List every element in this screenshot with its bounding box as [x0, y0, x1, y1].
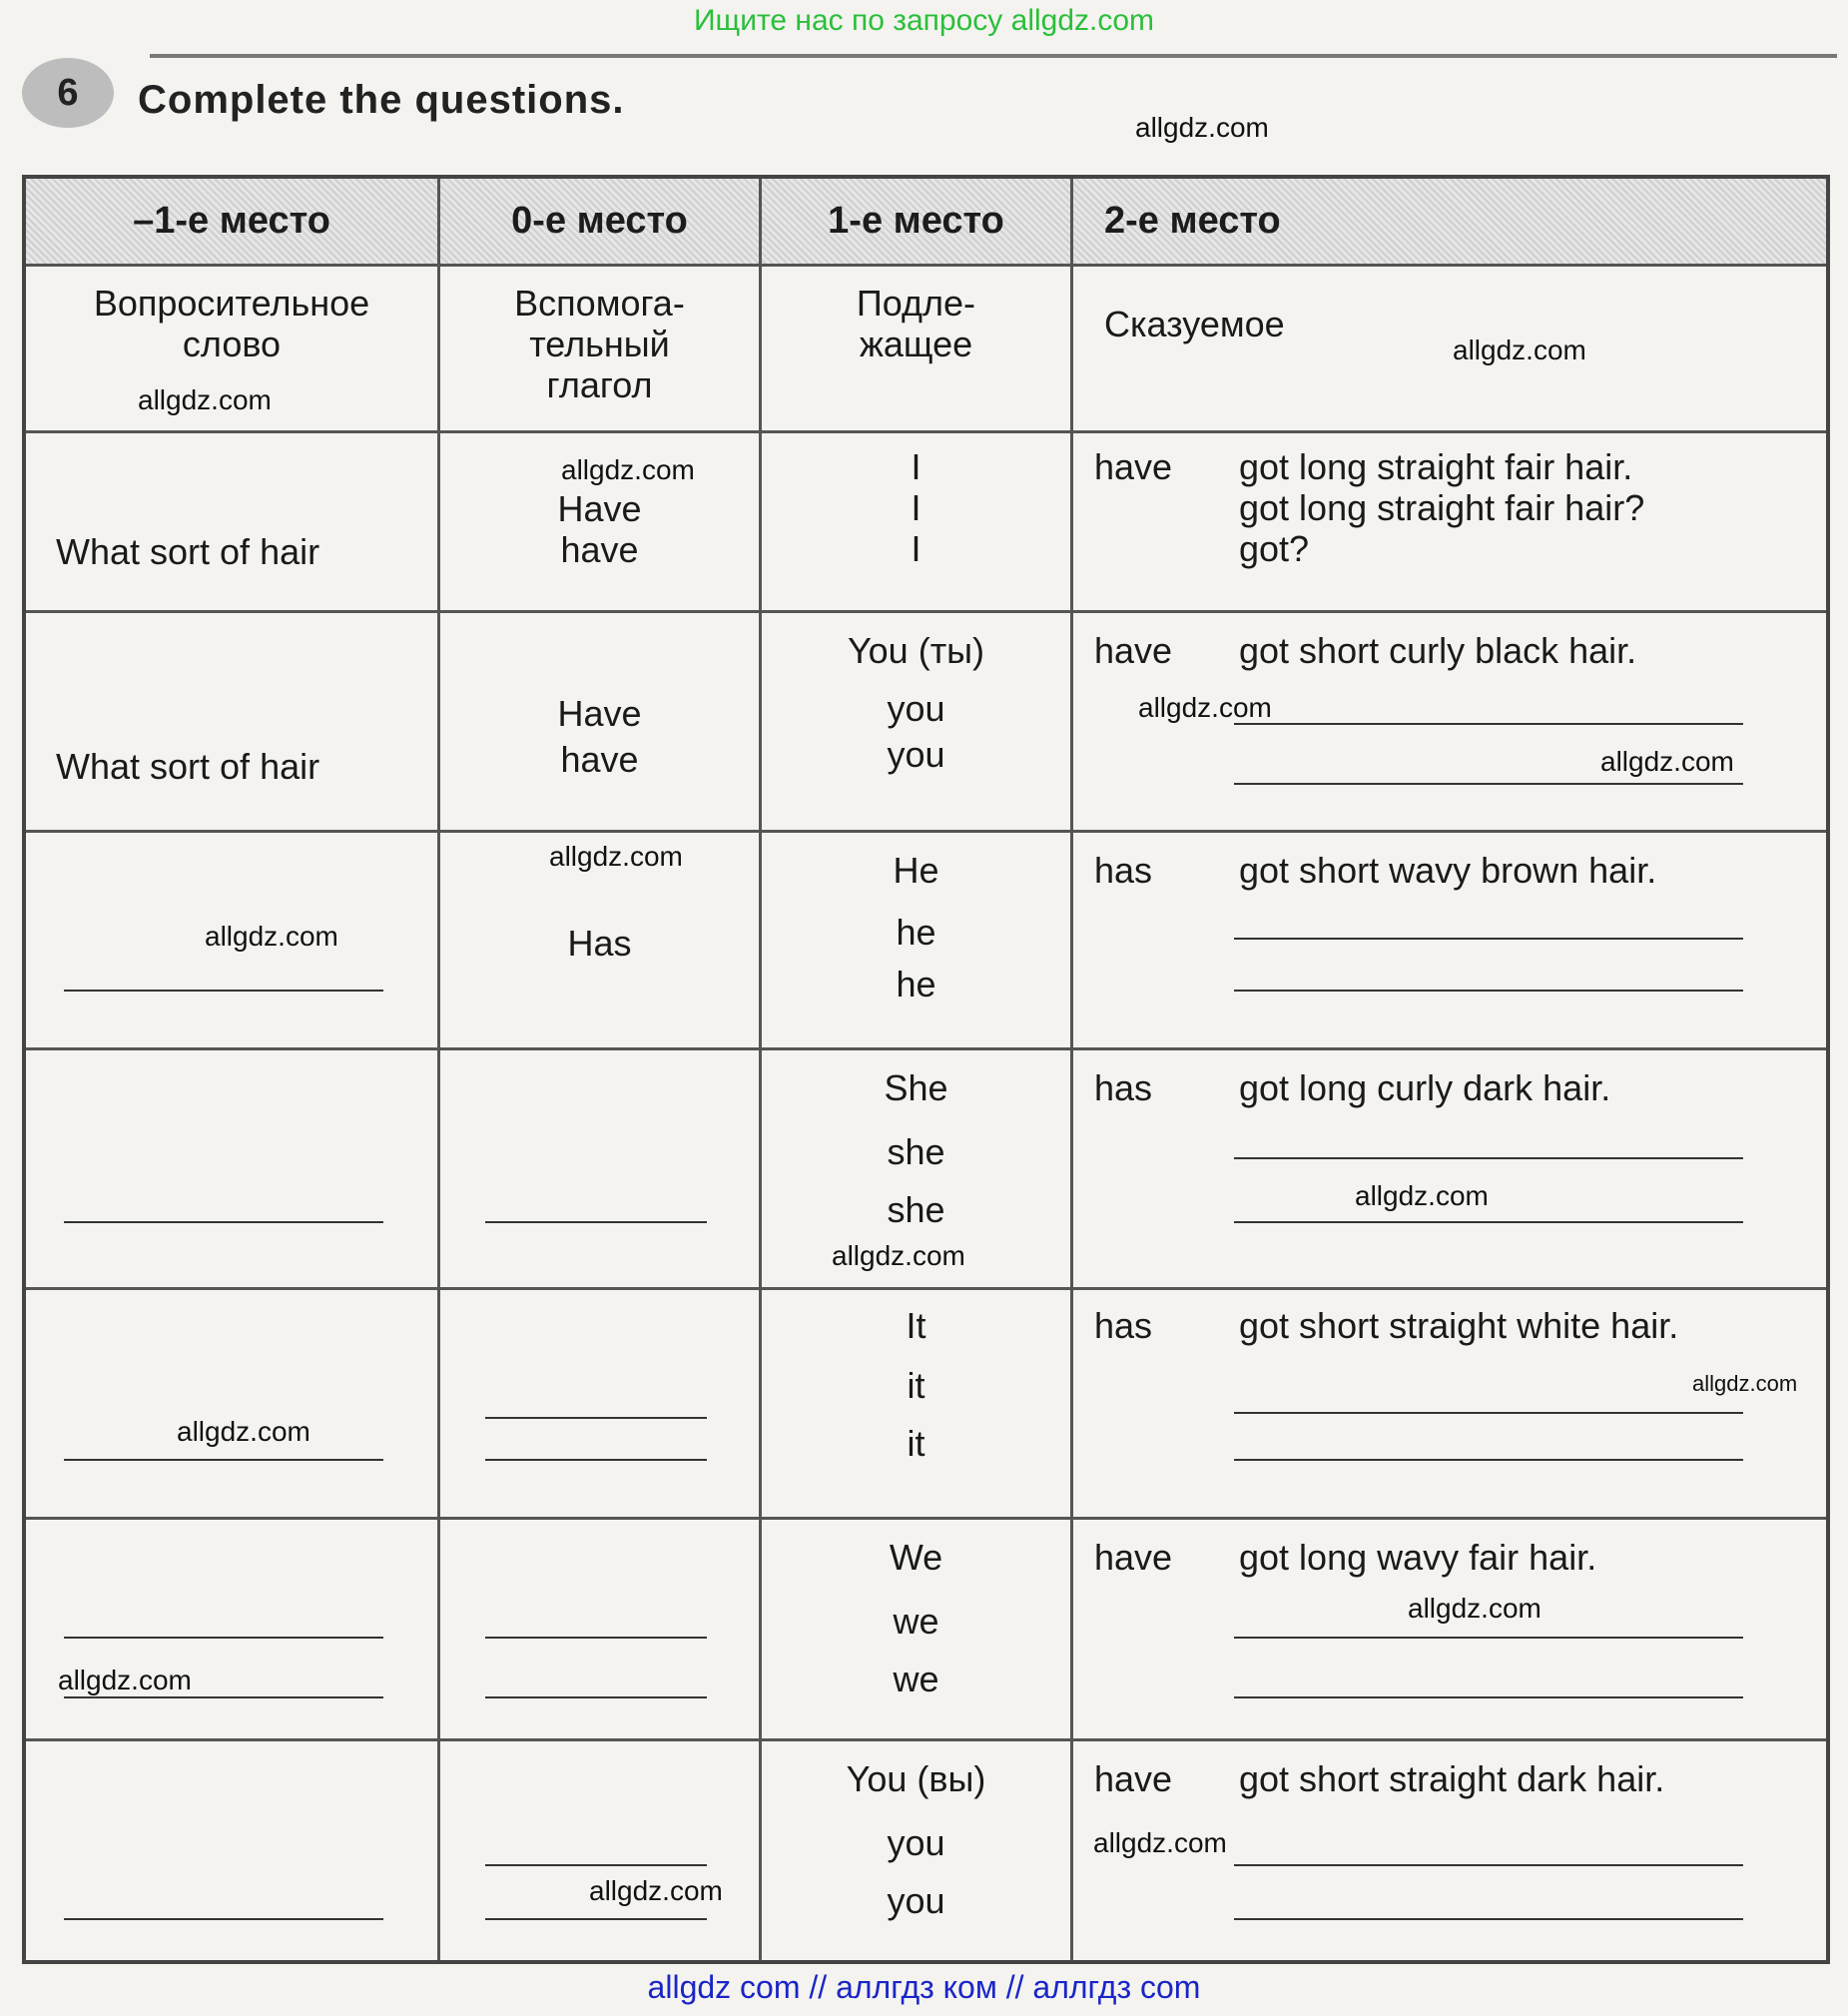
row7-subject: You (вы) you you — [846, 1758, 986, 1921]
answer-blank[interactable] — [1234, 1157, 1743, 1159]
row1-predicate: got long straight fair hair. got long straight fair hair? got? — [1239, 446, 1645, 569]
watermark: allgdz.com — [138, 384, 272, 415]
row2-predicate: got short curly black hair. — [1239, 630, 1637, 671]
answer-blank[interactable] — [485, 1864, 707, 1866]
watermark: allgdz.com — [1692, 1371, 1798, 1396]
row1-aux: Have have — [557, 488, 642, 570]
answer-blank[interactable] — [1234, 1918, 1743, 1920]
answer-blank[interactable] — [1234, 1412, 1743, 1414]
answer-blank[interactable] — [64, 1696, 383, 1698]
answer-blank[interactable] — [485, 1918, 707, 1920]
exercise-number-badge: 6 — [22, 58, 114, 128]
watermark: allgdz.com — [205, 921, 338, 952]
answer-blank[interactable] — [1234, 1637, 1743, 1639]
legend-predicate: Сказуемое — [1104, 304, 1285, 344]
top-rule — [150, 54, 1837, 58]
watermark: allgdz.com — [1135, 112, 1269, 143]
header-1: 1-е место — [828, 200, 1004, 242]
row3-subject: He he he — [893, 850, 939, 1005]
header-0: 0-е место — [511, 200, 688, 242]
row1-subject: I I I — [911, 446, 922, 569]
bottom-banner: allgdz com // аллгдз ком // аллгдз com — [647, 1969, 1201, 2005]
row5-subject: It it it — [906, 1305, 926, 1464]
watermark: allgdz.com — [561, 454, 695, 485]
row3-aux: Has — [567, 923, 632, 964]
answer-blank[interactable] — [1234, 723, 1743, 725]
row4-verb: has — [1094, 1067, 1153, 1108]
answer-blank[interactable] — [64, 1918, 383, 1920]
row3-verb: has — [1094, 850, 1153, 891]
row1-verb: have — [1094, 446, 1173, 487]
watermark: allgdz.com — [177, 1416, 310, 1447]
row2-aux: Have have — [557, 693, 642, 780]
watermark: allgdz.com — [1355, 1180, 1489, 1211]
row2-subject: You (ты) you you — [847, 630, 985, 775]
watermark: allgdz.com — [589, 1875, 723, 1906]
answer-blank[interactable] — [485, 1221, 707, 1223]
answer-blank[interactable] — [485, 1417, 707, 1419]
answer-blank[interactable] — [485, 1637, 707, 1639]
row5-predicate: got short straight white hair. — [1239, 1305, 1679, 1346]
watermark: allgdz.com — [58, 1665, 192, 1695]
answer-blank[interactable] — [1234, 1221, 1743, 1223]
row1-question-word: What sort of hair — [56, 531, 320, 572]
legend-auxiliary: Вспомога- тельный глагол — [514, 283, 685, 405]
answer-blank[interactable] — [64, 1221, 383, 1223]
answer-blank[interactable] — [485, 1459, 707, 1461]
row6-predicate: got long wavy fair hair. — [1239, 1537, 1597, 1578]
answer-blank[interactable] — [64, 990, 383, 992]
legend-subject: Подле- жащее — [856, 283, 976, 364]
row7-verb: have — [1094, 1758, 1173, 1799]
answer-blank[interactable] — [1234, 1864, 1743, 1866]
answer-blank[interactable] — [1234, 938, 1743, 940]
row2-verb: have — [1094, 630, 1173, 671]
row3-predicate: got short wavy brown hair. — [1239, 850, 1657, 891]
row2-question-word: What sort of hair — [56, 746, 320, 787]
watermark: allgdz.com — [549, 841, 683, 872]
watermark: allgdz.com — [1453, 335, 1586, 365]
watermark: allgdz.com — [1408, 1593, 1541, 1624]
top-banner: Ищите нас по запросу allgdz.com — [693, 4, 1155, 37]
answer-blank[interactable] — [1234, 1459, 1743, 1461]
answer-blank[interactable] — [64, 1637, 383, 1639]
answer-blank[interactable] — [1234, 783, 1743, 785]
watermark: allgdz.com — [832, 1240, 965, 1271]
answer-blank[interactable] — [64, 1459, 383, 1461]
row5-verb: has — [1094, 1305, 1153, 1346]
header-2: 2-е место — [1104, 200, 1281, 242]
legend-question-word: Вопросительное слово — [93, 283, 370, 364]
answer-blank[interactable] — [485, 1696, 707, 1698]
watermark: allgdz.com — [1093, 1827, 1227, 1858]
row4-predicate: got long curly dark hair. — [1239, 1067, 1611, 1108]
questions-table — [22, 175, 1830, 1964]
header-minus-1: –1-е место — [133, 200, 330, 242]
row4-subject: She she she — [884, 1067, 948, 1230]
answer-blank[interactable] — [1234, 1696, 1743, 1698]
row6-verb: have — [1094, 1537, 1173, 1578]
watermark: allgdz.com — [1600, 746, 1734, 777]
row7-predicate: got short straight dark hair. — [1239, 1758, 1665, 1799]
exercise-title: Complete the questions. — [138, 78, 625, 122]
watermark: allgdz.com — [1138, 692, 1272, 723]
answer-blank[interactable] — [1234, 990, 1743, 992]
row6-subject: We we we — [889, 1537, 943, 1699]
